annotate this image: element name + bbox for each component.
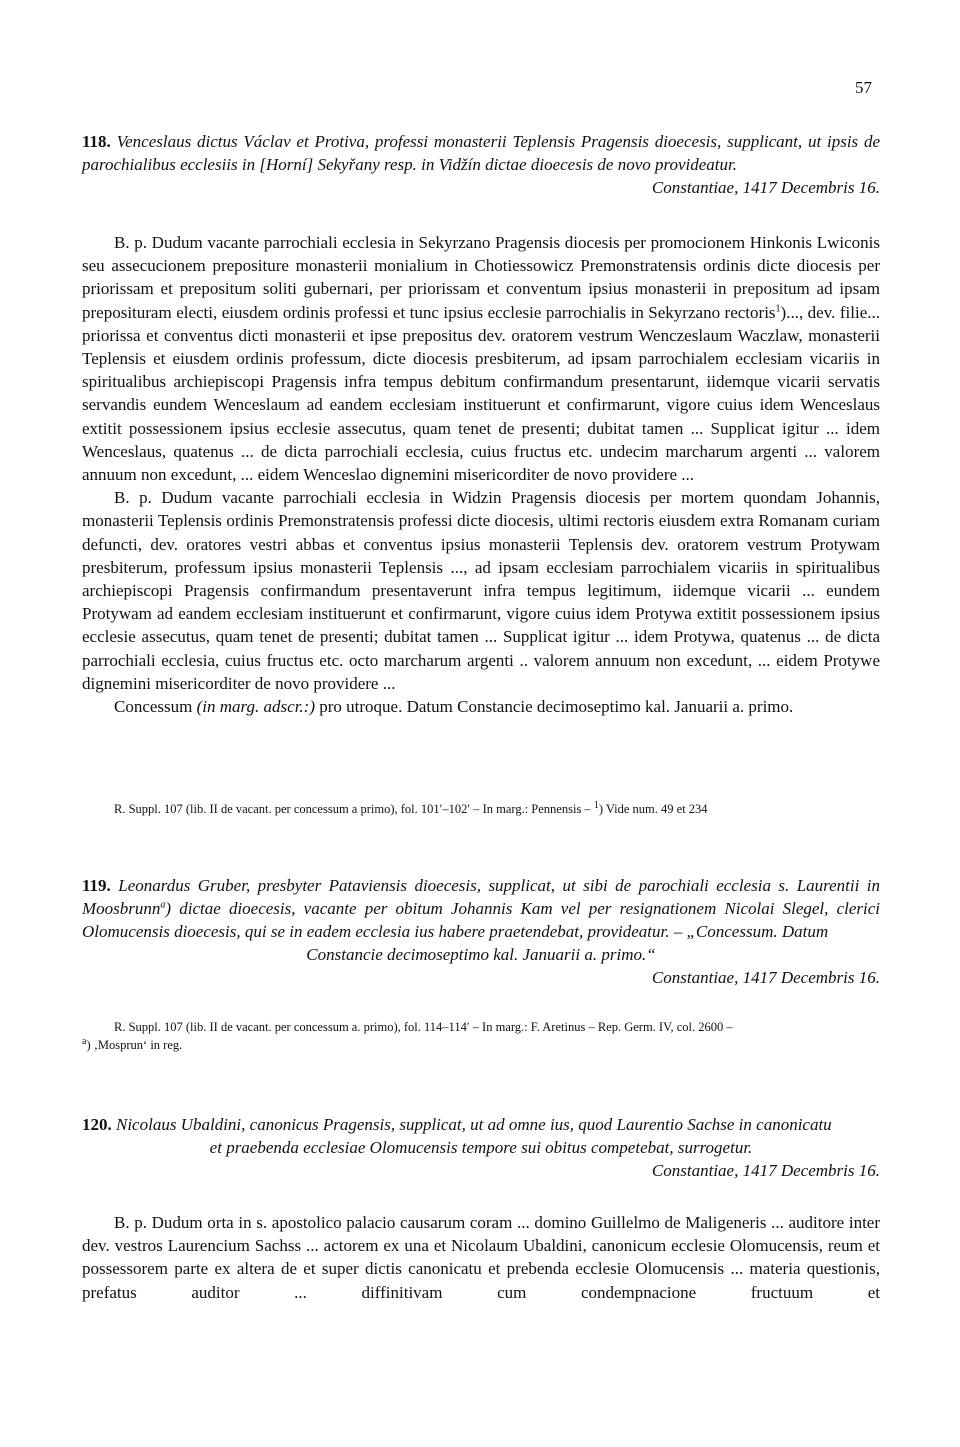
entry-118-footnote: R. Suppl. 107 (lib. II de vacant. per concessum a primo), fol. 101′–102′ – In marg.: Pennensis – $^1$) Vide num. 49 et 234 (114, 799, 708, 816)
entry-118-concessum: Concessum (in marg. adscr.:) pro utroque. Datum Constancie decimoseptimo kal. Januarii a. primo. (114, 697, 794, 717)
entry-118-body (82, 231, 880, 718)
page-number: 57 (855, 78, 872, 97)
entry-118-heading (82, 130, 880, 176)
entry-number: 120. (82, 1115, 112, 1134)
entry-120-heading: 120. Nicolaus Ubaldini, canonicus Pragensis, supplicat, ut ad omne ius, quod Laurentio Sachse in canonicatu et praebenda ecclesiae Olomucensis tempore sui obitus competebat, surrogetur. (82, 1115, 832, 1157)
entry-119-footnote-1: R. Suppl. 107 (lib. II de vacant. per concessum a. primo), fol. 114–114′ – In marg.: F. Aretinus – Rep. Germ. IV, col. 2600 – (114, 1020, 733, 1034)
entry-119-footnote-2: $^a$) ‚Mosprun‘ in reg. (82, 1035, 183, 1052)
entry-number: 119. (82, 876, 111, 895)
entry-119 (82, 874, 880, 989)
entry-118-paragraph-1: B. p. Dudum vacante parrochiali ecclesia in Sekyrzano Pragensis diocesis per promocionem Hinkonis Lwiconis seu assecucionem prepositure monasterii monialium in Chotiessowicz Premonstratensis ordinis dicte diocesis per priorissam et prepositum soliti gubernari, per priorissam et conventum ipsius monasterii in prepositum ad ipsam preposituram electi, eiusdem ordinis professi et tunc ipsius ecclesie parrochialis in Sekyrzano rectoris$^1$)..., dev. filie... priorissa et conventus dicti monasterii et ipse prepositus dev. oratorem vestrum Wenczeslaum Waczlaw, monasterii Teplensis et eiusdem ordinis professum, dicte diocesis presbiterum, ad ipsam parrochialem ecclesiam vicariis in spiritualibus archiepiscopi Pragensis infra tempus debitum confirmandum presentarunt, iidemque vicarii servatis servandis eundem Wenceslaum ad eandem ecclesiam instituerunt et confirmarunt, vigore cuius idem Wenceslaus extitit possessionem ipsius ecclesie assecutus, quam tenet de presenti; dubitat tamen ... Supplicat igitur ... idem Wenceslaus, quatenus ... de dicta parrochiali ecclesia, cuius fructus etc. undecim marcharum argenti ... valorem annuum non excedunt, ... eidem Wenceslao dignemini misericorditer de novo providere ... (82, 233, 880, 485)
entry-number: 118. (82, 132, 111, 151)
entry-120 (82, 1113, 880, 1182)
entry-119-footnotes (82, 1018, 880, 1054)
entry-120-paragraph-1: B. p. Dudum orta in s. apostolico palacio causarum coram ... domino Guillelmo de Maligeneris ... auditore inter dev. vestros Laurencium Sachss ... actorem ex una et Nicolaum Ubaldini, canonicum ecclesie Olomucensis, reum et possessorem parte ex altera de et super dictis canonicatu et prebenda ecclesie Olomucensis ... materia questionis, prefatus auditor ... diffinitivam cum condempnacione fructuum et (82, 1213, 880, 1302)
entry-120-date: Constantiae, 1417 Decembris 16. (651, 1161, 880, 1180)
entry-118-summary: Venceslaus dictus Václav et Protiva, professi monasterii Teplensis Pragensis dioecesis, supplicant, ut ipsis de parochialibus ecclesiis in [Horní] Sekyřany resp. in Vidžín dictae dioecesis de novo provideatur. (82, 132, 881, 174)
entry-118-date: Constantiae, 1417 Decembris 16. (651, 178, 880, 197)
entry-119-heading: 119. Leonardus Gruber, presbyter Pataviensis dioecesis, supplicat, ut sibi de parochiali ecclesia s. Laurentii in Moosbrunn$^a$) dictae dioecesis, vacante per obitum Johannis Kam vel per resignationem Nicolai Slegel, clerici Olomucensis dioecesis, qui se in eadem ecclesia ius habere praetendebat, provideatur. – „Concessum. Datum Constancie decimoseptimo kal. Januarii a. primo.“ (82, 876, 880, 964)
entry-118 (82, 130, 880, 199)
entry-119-date: Constantiae, 1417 Decembris 16. (651, 968, 880, 987)
entry-118-paragraph-2: B. p. Dudum vacante parrochiali ecclesia in Widzin Pragensis diocesis per mortem quondam Johannis, monasterii Teplensis ordinis Premonstratensis professi dicte diocesis, ultimi rectoris eiusdem extra Romanam curiam defuncti, dev. oratores vestri abbas et conventus ipsius monasterii Teplensis dev. oratorem vestrum Protywam presbiterum, professum ipsius monasterii Teplensis ..., ad ipsam ecclesiam parrochialem vicariis in spiritualibus archiepiscopi Pragensis confirmandum presentaverunt infra tempus legitimum, iidemque vicarii ... eundem Protywam ad eandem ecclesiam instituerunt et confirmarunt, vigore cuius idem Protywa extitit possessionem ipsius ecclesie assecutus, quam tenet de presenti; dubitat tamen ... Supplicat igitur ... idem Protywa, quatenus ... de dicta parrochiali ecclesia, cuius fructus etc. octo marcharum argenti .. valorem annuum non excedunt, ... eidem Protywe dignemini misericorditer de novo providere ... (82, 488, 880, 693)
entry-120-body (82, 1211, 880, 1304)
